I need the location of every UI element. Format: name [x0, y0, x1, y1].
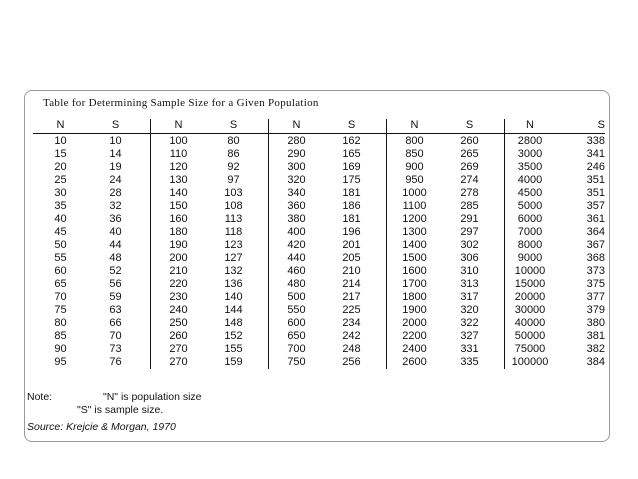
cell-population: 5000 — [517, 200, 543, 212]
cell-population: 950 — [405, 174, 424, 186]
cell-population: 260 — [169, 330, 188, 342]
table-row — [33, 135, 150, 148]
cell-sample: 351 — [586, 174, 605, 186]
table-row — [387, 265, 504, 278]
table-row — [505, 317, 605, 330]
cell-population: 9000 — [517, 252, 543, 264]
cell-sample: 361 — [586, 213, 605, 225]
cell-population: 85 — [54, 330, 67, 342]
cell-sample: 380 — [586, 317, 605, 329]
cell-population: 400 — [287, 226, 306, 238]
cell-population: 1500 — [402, 252, 427, 264]
cell-sample: 155 — [224, 343, 243, 355]
table-row — [387, 356, 504, 369]
cell-population: 250 — [169, 317, 188, 329]
cell-population: 280 — [287, 135, 306, 147]
table-row — [151, 343, 268, 356]
cell-sample: 132 — [224, 265, 243, 277]
table-row — [33, 265, 150, 278]
table-header-row — [505, 119, 605, 134]
cell-sample: 86 — [227, 148, 240, 160]
cell-population: 10 — [54, 135, 67, 147]
cell-sample: 278 — [460, 187, 479, 199]
cell-population: 140 — [169, 187, 188, 199]
table-row — [269, 187, 386, 200]
table-row — [505, 343, 605, 356]
table-row — [387, 330, 504, 343]
table-row — [151, 148, 268, 161]
cell-sample: 24 — [109, 174, 122, 186]
cell-population: 15000 — [514, 278, 546, 290]
cell-sample: 364 — [586, 226, 605, 238]
cell-sample: 375 — [586, 278, 605, 290]
cell-sample: 92 — [227, 161, 240, 173]
cell-sample: 59 — [109, 291, 122, 303]
table-row — [269, 135, 386, 148]
table-row — [505, 278, 605, 291]
table-row — [387, 317, 504, 330]
cell-sample: 186 — [342, 200, 361, 212]
table-row — [151, 330, 268, 343]
table-column-group — [505, 119, 605, 369]
table-row — [505, 304, 605, 317]
cell-population: 2000 — [402, 317, 427, 329]
cell-population: 120 — [169, 161, 188, 173]
cell-sample: 10 — [109, 135, 122, 147]
table-row — [151, 265, 268, 278]
cell-population: 15 — [54, 148, 67, 160]
cell-population: 150 — [169, 200, 188, 212]
table-row — [505, 174, 605, 187]
cell-population: 160 — [169, 213, 188, 225]
cell-population: 270 — [169, 343, 188, 355]
cell-sample: 377 — [586, 291, 605, 303]
cell-population: 2800 — [517, 135, 543, 147]
table-row — [505, 135, 605, 148]
cell-sample: 80 — [227, 135, 240, 147]
cell-sample: 260 — [460, 135, 479, 147]
cell-sample: 210 — [342, 265, 361, 277]
table-row — [505, 291, 605, 304]
cell-population: 100 — [169, 135, 188, 147]
cell-sample: 28 — [109, 187, 122, 199]
cell-sample: 44 — [109, 239, 122, 251]
table-row — [269, 252, 386, 265]
table-row — [387, 239, 504, 252]
cell-population: 4000 — [517, 174, 543, 186]
table-row — [505, 330, 605, 343]
cell-sample: 40 — [109, 226, 122, 238]
cell-sample: 313 — [460, 278, 479, 290]
cell-population: 440 — [287, 252, 306, 264]
table-row — [33, 239, 150, 252]
cell-population: 1700 — [402, 278, 427, 290]
table-row — [33, 148, 150, 161]
cell-sample: 382 — [586, 343, 605, 355]
cell-sample: 127 — [224, 252, 243, 264]
cell-sample: 36 — [109, 213, 122, 225]
cell-sample: 274 — [460, 174, 479, 186]
table-row — [505, 161, 605, 174]
cell-sample: 140 — [224, 291, 243, 303]
header-n: N — [526, 119, 534, 131]
table-row — [505, 148, 605, 161]
cell-population: 130 — [169, 174, 188, 186]
cell-sample: 248 — [342, 343, 361, 355]
table-row — [269, 174, 386, 187]
cell-sample: 113 — [224, 213, 243, 225]
cell-population: 290 — [287, 148, 306, 160]
table-notes — [27, 391, 202, 434]
table-row — [33, 356, 150, 369]
table-row — [151, 187, 268, 200]
cell-sample: 320 — [460, 304, 479, 316]
header-n: N — [410, 119, 419, 131]
cell-sample: 256 — [342, 356, 361, 368]
cell-population: 1300 — [402, 226, 427, 238]
cell-sample: 103 — [224, 187, 243, 199]
cell-population: 65 — [54, 278, 67, 290]
cell-population: 4500 — [517, 187, 543, 199]
header-s: S — [111, 119, 120, 131]
cell-population: 50000 — [514, 330, 546, 342]
table-row — [387, 291, 504, 304]
table-row — [151, 135, 268, 148]
sample-size-table-card — [24, 90, 610, 442]
cell-sample: 19 — [109, 161, 122, 173]
table-row — [269, 317, 386, 330]
cell-sample: 214 — [342, 278, 361, 290]
cell-sample: 217 — [342, 291, 361, 303]
cell-sample: 317 — [460, 291, 479, 303]
note-label: Note: — [27, 391, 53, 403]
cell-population: 320 — [287, 174, 306, 186]
cell-population: 800 — [405, 135, 424, 147]
table-row — [387, 174, 504, 187]
table-row — [33, 252, 150, 265]
cell-population: 850 — [405, 148, 424, 160]
table-row — [269, 213, 386, 226]
cell-population: 1000 — [402, 187, 427, 199]
table-row — [33, 226, 150, 239]
cell-sample: 108 — [224, 200, 243, 212]
cell-sample: 322 — [460, 317, 479, 329]
cell-sample: 152 — [224, 330, 243, 342]
table-row — [269, 356, 386, 369]
cell-sample: 144 — [224, 304, 243, 316]
cell-sample: 246 — [586, 161, 605, 173]
table-row — [269, 291, 386, 304]
cell-sample: 76 — [109, 356, 122, 368]
cell-population: 180 — [169, 226, 188, 238]
table-row — [505, 252, 605, 265]
cell-sample: 148 — [224, 317, 243, 329]
cell-population: 70 — [54, 291, 67, 303]
cell-population: 230 — [169, 291, 188, 303]
table-row — [151, 200, 268, 213]
cell-sample: 118 — [224, 226, 243, 238]
cell-population: 2600 — [402, 356, 427, 368]
table-row — [505, 265, 605, 278]
cell-sample: 265 — [460, 148, 479, 160]
cell-sample: 162 — [342, 135, 361, 147]
cell-population: 95 — [54, 356, 67, 368]
cell-sample: 291 — [460, 213, 479, 225]
note-population: "N" is population size — [103, 391, 202, 403]
table-header-row — [387, 119, 504, 134]
source-citation: Source: Krejcie & Morgan, 1970 — [27, 421, 176, 433]
header-s: S — [465, 119, 474, 131]
table-row — [505, 200, 605, 213]
note-sample: "S" is sample size. — [77, 404, 164, 416]
cell-population: 25 — [54, 174, 67, 186]
cell-population: 40 — [54, 213, 67, 225]
table-row — [151, 304, 268, 317]
cell-sample: 136 — [224, 278, 243, 290]
table-column-group — [33, 119, 151, 369]
cell-sample: 302 — [460, 239, 479, 251]
table-row — [33, 187, 150, 200]
cell-population: 80 — [54, 317, 67, 329]
cell-population: 90 — [54, 343, 67, 355]
cell-population: 220 — [169, 278, 188, 290]
cell-population: 40000 — [514, 317, 546, 329]
cell-population: 1400 — [402, 239, 427, 251]
cell-sample: 159 — [224, 356, 243, 368]
table-row — [505, 226, 605, 239]
cell-sample: 338 — [586, 135, 605, 147]
cell-population: 75 — [54, 304, 67, 316]
cell-population: 6000 — [517, 213, 543, 225]
cell-population: 200 — [169, 252, 188, 264]
table-row — [269, 239, 386, 252]
table-row — [269, 148, 386, 161]
table-row — [505, 213, 605, 226]
table-row — [33, 291, 150, 304]
cell-sample: 196 — [342, 226, 361, 238]
cell-population: 20000 — [514, 291, 546, 303]
cell-population: 190 — [169, 239, 188, 251]
cell-population: 500 — [287, 291, 306, 303]
cell-sample: 201 — [342, 239, 361, 251]
table-row — [33, 330, 150, 343]
cell-population: 300 — [287, 161, 306, 173]
cell-sample: 368 — [586, 252, 605, 264]
cell-sample: 381 — [586, 330, 605, 342]
cell-population: 2400 — [402, 343, 427, 355]
table-row — [33, 200, 150, 213]
cell-sample: 165 — [342, 148, 361, 160]
table-column-group — [151, 119, 269, 369]
sample-size-table — [33, 119, 605, 369]
cell-population: 650 — [287, 330, 306, 342]
cell-population: 270 — [169, 356, 188, 368]
table-row — [151, 278, 268, 291]
table-row — [33, 161, 150, 174]
table-row — [151, 226, 268, 239]
table-row — [387, 161, 504, 174]
cell-population: 75000 — [514, 343, 546, 355]
table-row — [387, 343, 504, 356]
table-row — [269, 278, 386, 291]
cell-population: 900 — [405, 161, 424, 173]
cell-sample: 205 — [342, 252, 361, 264]
cell-population: 100000 — [511, 356, 549, 368]
cell-sample: 175 — [342, 174, 361, 186]
cell-population: 50 — [54, 239, 67, 251]
table-row — [33, 317, 150, 330]
cell-sample: 169 — [342, 161, 361, 173]
table-row — [151, 317, 268, 330]
cell-population: 1100 — [402, 200, 427, 212]
cell-population: 600 — [287, 317, 306, 329]
cell-population: 110 — [169, 148, 188, 160]
table-row — [151, 213, 268, 226]
table-row — [387, 187, 504, 200]
cell-population: 380 — [287, 213, 306, 225]
header-s: S — [229, 119, 238, 131]
table-row — [33, 304, 150, 317]
table-row — [33, 278, 150, 291]
cell-sample: 351 — [586, 187, 605, 199]
table-row — [269, 265, 386, 278]
cell-population: 550 — [287, 304, 306, 316]
header-s: S — [597, 119, 605, 131]
cell-sample: 66 — [109, 317, 122, 329]
table-row — [387, 278, 504, 291]
cell-sample: 297 — [460, 226, 479, 238]
cell-sample: 225 — [342, 304, 361, 316]
cell-sample: 285 — [460, 200, 479, 212]
table-header-row — [269, 119, 386, 134]
cell-sample: 48 — [109, 252, 122, 264]
cell-population: 45 — [54, 226, 67, 238]
cell-sample: 181 — [342, 213, 361, 225]
cell-population: 1600 — [402, 265, 427, 277]
table-column-group — [269, 119, 387, 369]
table-row — [269, 343, 386, 356]
cell-population: 240 — [169, 304, 188, 316]
table-row — [269, 330, 386, 343]
table-row — [505, 356, 605, 369]
cell-population: 360 — [287, 200, 306, 212]
header-n: N — [174, 119, 183, 131]
table-row — [387, 226, 504, 239]
cell-sample: 306 — [460, 252, 479, 264]
cell-population: 1900 — [402, 304, 427, 316]
cell-sample: 310 — [460, 265, 479, 277]
cell-sample: 97 — [227, 174, 240, 186]
cell-sample: 32 — [109, 200, 122, 212]
cell-population: 3000 — [517, 148, 543, 160]
cell-sample: 234 — [342, 317, 361, 329]
cell-population: 60 — [54, 265, 67, 277]
cell-population: 55 — [54, 252, 67, 264]
cell-population: 30000 — [514, 304, 546, 316]
cell-sample: 70 — [109, 330, 122, 342]
table-row — [269, 304, 386, 317]
table-row — [269, 200, 386, 213]
cell-population: 10000 — [514, 265, 546, 277]
header-n: N — [56, 119, 65, 131]
cell-population: 20 — [54, 161, 67, 173]
cell-population: 460 — [287, 265, 306, 277]
table-row — [269, 226, 386, 239]
table-row — [505, 187, 605, 200]
header-s: S — [347, 119, 356, 131]
cell-sample: 63 — [109, 304, 122, 316]
cell-sample: 327 — [460, 330, 479, 342]
table-row — [151, 291, 268, 304]
table-row — [387, 304, 504, 317]
cell-sample: 242 — [342, 330, 361, 342]
cell-sample: 335 — [460, 356, 479, 368]
header-n: N — [292, 119, 301, 131]
cell-population: 1800 — [402, 291, 427, 303]
cell-population: 1200 — [402, 213, 427, 225]
table-header-row — [33, 119, 150, 134]
cell-sample: 123 — [224, 239, 243, 251]
cell-sample: 56 — [109, 278, 122, 290]
table-row — [151, 161, 268, 174]
table-row — [387, 135, 504, 148]
table-row — [33, 213, 150, 226]
table-row — [151, 174, 268, 187]
cell-population: 3500 — [517, 161, 543, 173]
cell-population: 340 — [287, 187, 306, 199]
table-row — [33, 174, 150, 187]
cell-sample: 181 — [342, 187, 361, 199]
table-column-group — [387, 119, 505, 369]
table-row — [387, 252, 504, 265]
table-row — [387, 148, 504, 161]
table-row — [151, 252, 268, 265]
cell-sample: 341 — [586, 148, 605, 160]
cell-population: 210 — [169, 265, 188, 277]
cell-population: 480 — [287, 278, 306, 290]
cell-sample: 14 — [109, 148, 122, 160]
table-row — [151, 356, 268, 369]
cell-sample: 379 — [586, 304, 605, 316]
cell-sample: 73 — [109, 343, 122, 355]
cell-sample: 269 — [460, 161, 479, 173]
cell-sample: 367 — [586, 239, 605, 251]
table-row — [387, 200, 504, 213]
cell-population: 420 — [287, 239, 306, 251]
cell-sample: 373 — [586, 265, 605, 277]
table-row — [151, 239, 268, 252]
table-row — [387, 213, 504, 226]
cell-population: 750 — [287, 356, 306, 368]
cell-population: 700 — [287, 343, 306, 355]
table-row — [505, 239, 605, 252]
cell-population: 7000 — [517, 226, 543, 238]
cell-population: 35 — [54, 200, 67, 212]
cell-sample: 331 — [460, 343, 479, 355]
cell-sample: 357 — [586, 200, 605, 212]
table-header-row — [151, 119, 268, 134]
cell-sample: 52 — [109, 265, 122, 277]
table-row — [33, 343, 150, 356]
cell-sample: 384 — [586, 356, 605, 368]
cell-population: 2200 — [402, 330, 427, 342]
cell-population: 30 — [54, 187, 67, 199]
table-title: Table for Determining Sample Size for a Given Population — [43, 97, 319, 109]
table-row — [269, 161, 386, 174]
cell-population: 8000 — [517, 239, 543, 251]
